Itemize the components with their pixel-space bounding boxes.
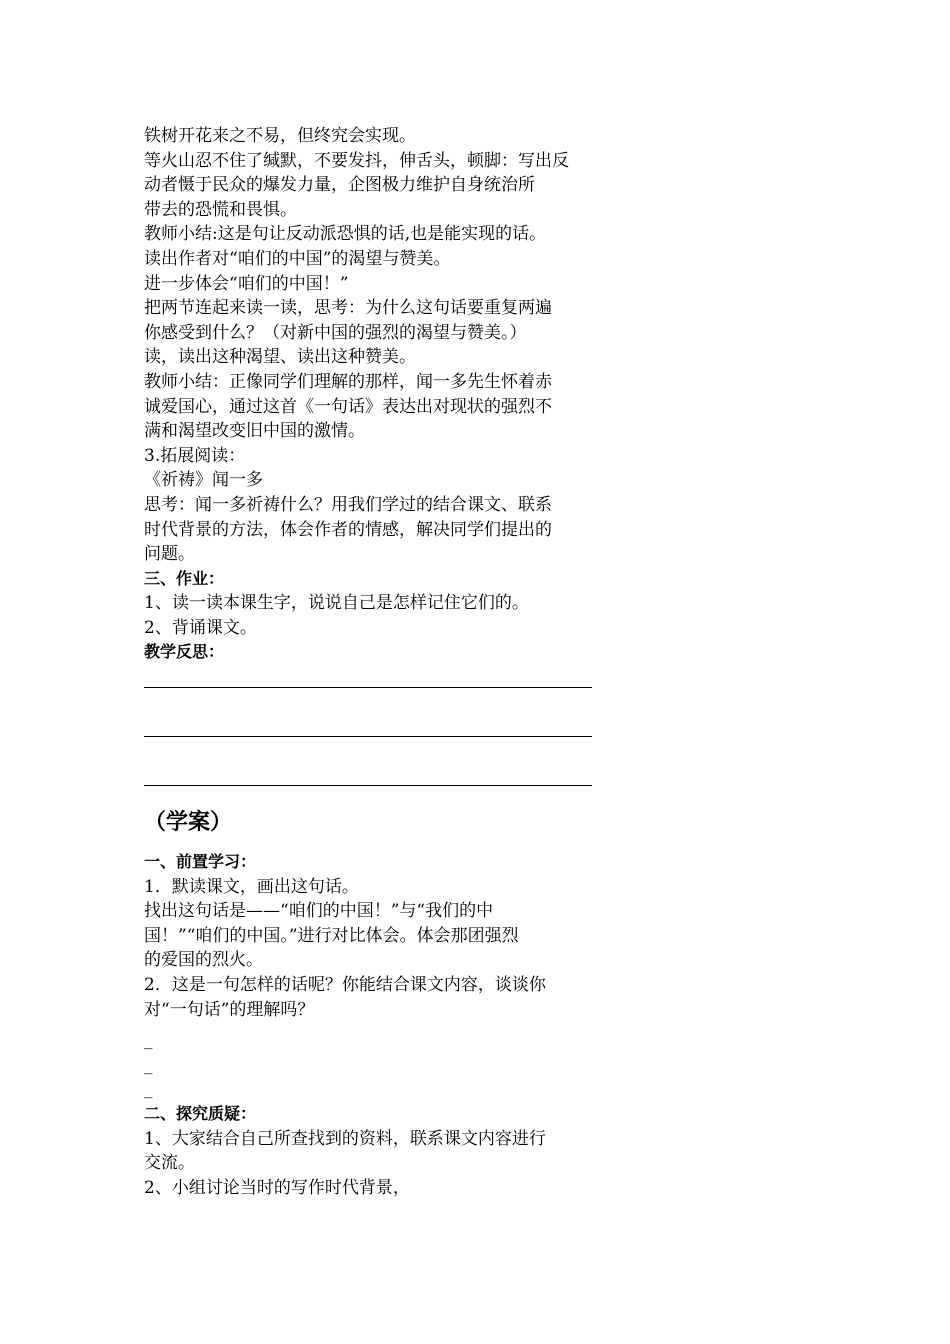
text-line: 思考：闻一多祈祷什么？用我们学过的结合课文、联系 xyxy=(144,494,552,515)
text-line: 找出这句话是——“咱们的中国！”与“我们的中 xyxy=(144,901,494,922)
answer-blank: _ xyxy=(144,1030,153,1051)
pre-study-heading: 一、前置学习： xyxy=(144,852,257,872)
text-line: 教师小结：正像同学们理解的那样，闻一多先生怀着赤 xyxy=(144,371,552,392)
text-line: 动者慑于民众的爆发力量，企图极力维护自身统治所 xyxy=(144,175,535,196)
writing-line xyxy=(144,785,592,786)
writing-line xyxy=(144,687,592,688)
text-line: 时代背景的方法，体会作者的情感，解决同学们提出的 xyxy=(144,519,552,540)
text-line: 等火山忍不住了缄默，不要发抖，伸舌头，顿脚：写出反 xyxy=(144,150,569,171)
reflection-section xyxy=(144,640,596,786)
pre-study-section xyxy=(144,850,596,1102)
answer-blank: _ xyxy=(144,1054,153,1075)
inquiry-heading: 二、探究质疑： xyxy=(144,1104,257,1123)
text-line: 3.拓展阅读： xyxy=(144,445,246,466)
text-line: 读出作者对“咱们的中国”的渴望与赞美。 xyxy=(144,248,451,269)
text-line: 读，读出这种渴望、读出这种赞美。 xyxy=(144,347,416,368)
document-page xyxy=(144,124,596,1200)
answer-blank: _ xyxy=(144,1079,153,1100)
text-line: 诚爱国心，通过这首《一句话》表达出对现状的强烈不 xyxy=(144,396,552,417)
text-line: 你感受到什么？（对新中国的强烈的渴望与赞美。） xyxy=(144,322,527,343)
text-line: 1．默读课文，画出这句话。 xyxy=(144,876,359,897)
text-line: 带去的恐慌和畏惧。 xyxy=(144,199,297,220)
text-line: 满和渴望改变旧中国的激情。 xyxy=(144,421,365,442)
text-line: 的爱国的烈火。 xyxy=(144,950,263,971)
text-line: 2、小组讨论当时的写作时代背景， xyxy=(144,1177,410,1198)
inquiry-section xyxy=(144,1102,596,1200)
text-line: 对“一句话”的理解吗？ xyxy=(144,999,315,1020)
lesson-text-block xyxy=(144,124,596,567)
reflection-heading: 教学反思： xyxy=(144,642,225,662)
text-line: 进一步体会“咱们的中国！” xyxy=(144,273,349,294)
text-line: 问题。 xyxy=(144,544,195,565)
text-line: 《祈祷》闻一多 xyxy=(144,470,263,491)
homework-section xyxy=(144,567,596,641)
text-line: 1、大家结合自己所查找到的资料，联系课文内容进行 xyxy=(144,1128,546,1149)
homework-item: 2、背诵课文。 xyxy=(144,617,257,638)
text-line: 2．这是一句怎样的话呢？你能结合课文内容，谈谈你 xyxy=(144,975,546,996)
text-line: 铁树开花来之不易，但终究会实现。 xyxy=(144,126,416,146)
text-line: 国！”“咱们的中国。”进行对比体会。体会那团强烈 xyxy=(144,925,519,946)
homework-heading: 三、作业： xyxy=(144,568,225,588)
writing-line xyxy=(144,736,592,737)
text-line: 把两节连起来读一读，思考：为什么这句话要重复两遍 xyxy=(144,298,552,319)
text-line: 交流。 xyxy=(144,1153,195,1174)
study-plan-title: （学案） xyxy=(144,810,233,836)
text-line: 教师小结:这是句让反动派恐惧的话,也是能实现的话。 xyxy=(144,224,547,245)
homework-item: 1、读一读本课生字，说说自己是怎样记住它们的。 xyxy=(144,593,529,614)
